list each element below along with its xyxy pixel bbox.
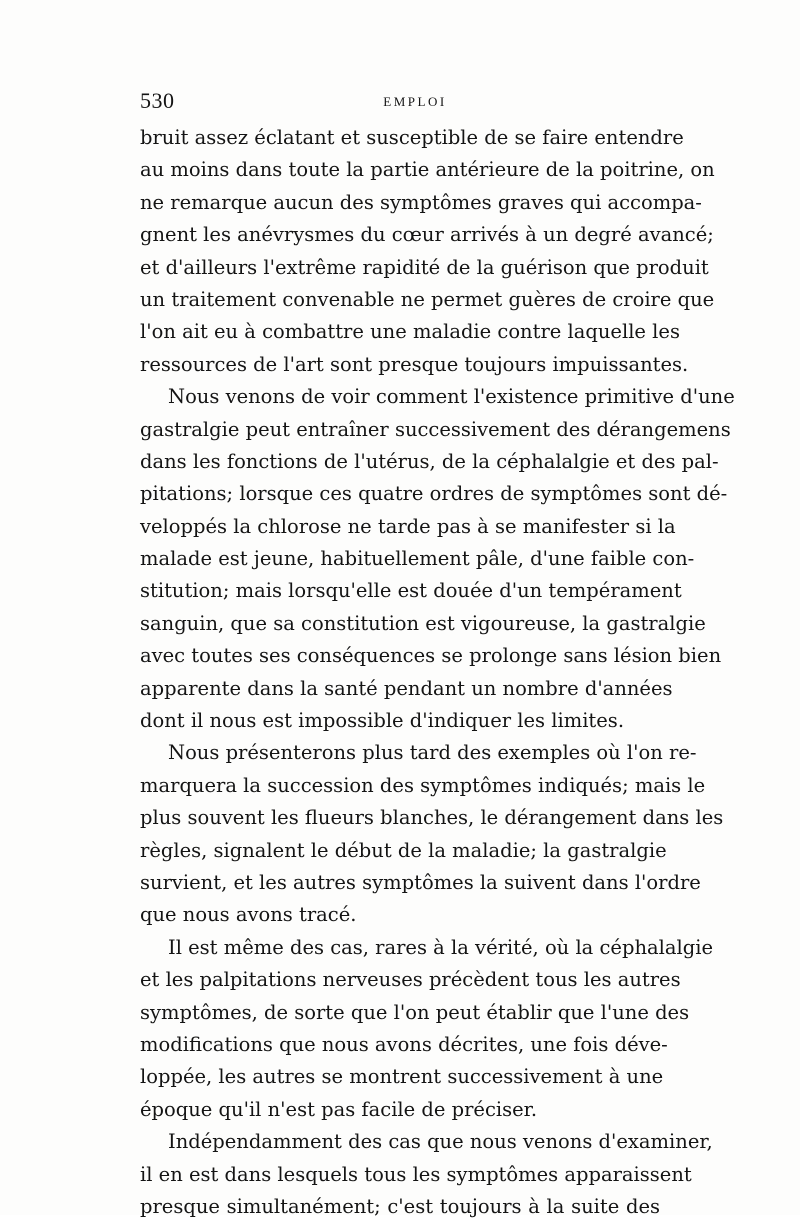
text-line: plus souvent les flueurs blanches, le dérangement dans les — [140, 806, 724, 830]
text-line: gnent les anévrysmes du cœur arrivés à un degré avancé; — [140, 223, 714, 247]
text-line: ressources de l'art sont presque toujours impuissantes. — [140, 352, 689, 376]
text-line: stitution; mais lorsqu'elle est douée d'un tempérament — [140, 579, 682, 603]
text-line: modifications que nous avons décrites, une fois déve- — [140, 1032, 668, 1056]
text-line: Nous présenterons plus tard des exemples où l'on re- — [168, 741, 697, 765]
text-line: Indépendamment des cas que nous venons d'examiner, — [168, 1130, 713, 1154]
text-line: dont il nous est impossible d'indiquer les limites. — [140, 709, 625, 733]
running-head: EMPLOI — [383, 94, 447, 109]
text-line: ne remarque aucun des symptômes graves qui accompa- — [140, 190, 702, 214]
text-line: malade est jeune, habituellement pâle, d'une faible con- — [140, 547, 695, 571]
body-text — [140, 122, 735, 1218]
page-header — [140, 88, 660, 118]
text-line: l'on ait eu à combattre une maladie contre laquelle les — [140, 320, 680, 344]
text-line: Nous venons de voir comment l'existence primitive d'une — [168, 385, 735, 409]
text-line: symptômes, de sorte que l'on peut établir que l'une des — [140, 1000, 690, 1024]
text-line: presque simultanément; c'est toujours à la suite des — [140, 1194, 660, 1218]
page-number: 530 — [140, 88, 175, 113]
text-line: que nous avons tracé. — [140, 903, 357, 927]
text-line: époque qu'il n'est pas facile de préciser. — [140, 1097, 538, 1121]
text-line: avec toutes ses conséquences se prolonge sans lésion bien — [140, 644, 722, 668]
text-line: pitations; lorsque ces quatre ordres de symptômes sont dé- — [140, 482, 728, 506]
text-line: sanguin, que sa constitution est vigoureuse, la gastralgie — [140, 611, 706, 635]
text-line: dans les fonctions de l'utérus, de la céphalalgie et des pal- — [140, 449, 719, 473]
text-line: apparente dans la santé pendant un nombre d'années — [140, 676, 673, 700]
text-line: un traitement convenable ne permet guères de croire que — [140, 287, 715, 311]
text-line: bruit assez éclatant et susceptible de se faire entendre — [140, 126, 684, 149]
text-line: veloppés la chlorose ne tarde pas à se manifester si la — [140, 514, 676, 538]
text-line: et d'ailleurs l'extrême rapidité de la guérison que produit — [140, 255, 709, 279]
text-line: et les palpitations nerveuses précèdent tous les autres — [140, 968, 681, 992]
text-line: gastralgie peut entraîner successivement des dérangemens — [140, 417, 731, 441]
text-line: Il est même des cas, rares à la vérité, où la céphalalgie — [168, 935, 713, 959]
text-line: survient, et les autres symptômes la suivent dans l'ordre — [140, 870, 701, 894]
text-line: il en est dans lesquels tous les symptômes apparaissent — [140, 1162, 692, 1186]
text-line: règles, signalent le début de la maladie; la gastralgie — [140, 838, 667, 862]
text-line: loppée, les autres se montrent successivement à une — [140, 1065, 664, 1089]
text-line: au moins dans toute la partie antérieure de la poitrine, on — [140, 158, 715, 182]
text-line: marquera la succession des symptômes indiqués; mais le — [140, 773, 706, 797]
